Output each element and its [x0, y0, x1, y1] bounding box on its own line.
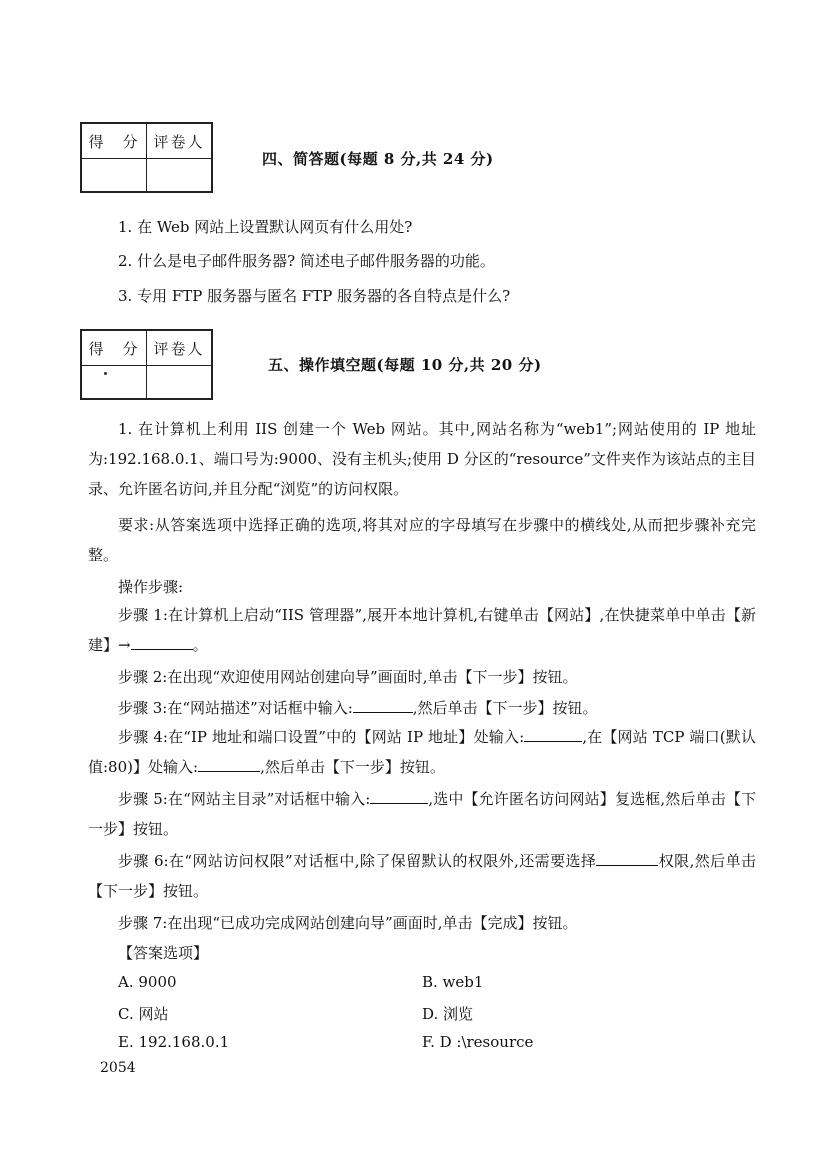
step-5-end: ,选中【允许匿名访问网站】复选框,然后单击【下一步】按钮。	[88, 790, 756, 838]
intro-paragraph: 1. 在计算机上利用 IIS 创建一个 Web 网站。其中,网站名称为“web1”;网站使用的 IP 地址为:192.168.0.1、端口号为:9000、没有主机头;使用 D 分区的“resource”文件夹作为该站点的主目录、允许匿名访问,并且分配“浏览”的访问权限。	[88, 420, 756, 498]
reviewer-cell	[147, 366, 213, 400]
score-table-section4	[80, 122, 213, 193]
step-3	[118, 697, 598, 718]
step-5	[88, 784, 756, 844]
option-d: D. 浏览	[422, 1005, 474, 1023]
question-3: 3. 专用 FTP 服务器与匿名 FTP 服务器的各自特点是什么?	[118, 287, 511, 305]
reviewer-cell	[147, 159, 213, 193]
answer-blank	[370, 789, 428, 804]
step-5-text: 步骤 5:在“网站主目录”对话框中输入:	[118, 790, 371, 808]
step-3-end: ,然后单击【下一步】按钮。	[412, 699, 598, 717]
step-1	[88, 600, 756, 660]
answer-blank	[353, 698, 413, 713]
score-header: 得 分	[81, 330, 147, 366]
score-header: 得 分	[81, 123, 147, 159]
requirement-paragraph: 要求:从答案选项中选择正确的选项,将其对应的字母填写在步骤中的横线处,从而把步骤补充完整。	[88, 516, 756, 564]
reviewer-header: 评卷人	[147, 330, 213, 366]
section4-title: 四、简答题(每题 8 分,共 24 分)	[262, 150, 494, 168]
step-4-text: 步骤 4:在“IP 地址和端口设置”中的【网站 IP 地址】处输入:	[118, 728, 525, 746]
step-4-middle: ,在【网站 TCP 端口(默认值:80)】处输入:	[88, 728, 756, 776]
answer-blank	[131, 635, 193, 650]
question-1: 1. 在 Web 网站上设置默认网页有什么用处?	[118, 218, 413, 236]
steps-label: 操作步骤:	[118, 578, 184, 596]
option-b: B. web1	[422, 973, 484, 991]
option-f: F. D :\resource	[422, 1033, 534, 1051]
option-e: E. 192.168.0.1	[118, 1033, 230, 1051]
step-6-text: 步骤 6:在“网站访问权限”对话框中,除了保留默认的权限外,还需要选择	[118, 852, 597, 870]
stray-dot	[104, 372, 107, 375]
reviewer-header: 评卷人	[147, 123, 213, 159]
step-2: 步骤 2:在出现“欢迎使用网站创建向导”画面时,单击【下一步】按钮。	[118, 668, 578, 686]
section5-title: 五、操作填空题(每题 10 分,共 20 分)	[268, 356, 542, 374]
score-table-section5	[80, 329, 213, 400]
answer-blank	[198, 757, 260, 772]
question-2: 2. 什么是电子邮件服务器? 简述电子邮件服务器的功能。	[118, 252, 495, 270]
option-a: A. 9000	[118, 973, 177, 991]
page-number: 2054	[100, 1060, 136, 1076]
step-1-end: 。	[192, 636, 208, 654]
answer-blank	[596, 851, 658, 866]
score-cell	[81, 159, 147, 193]
step-4-end: ,然后单击【下一步】按钮。	[260, 758, 445, 776]
options-label: 【答案选项】	[118, 944, 209, 962]
step-1-text: 步骤 1:在计算机上启动“IIS 管理器”,展开本地计算机,右键单击【网站】,在快捷菜单中单击【新建】→	[88, 606, 756, 654]
step-6-end: 权限,然后单击【下一步】按钮。	[88, 852, 756, 900]
step-4	[88, 722, 756, 782]
score-cell	[81, 366, 147, 400]
answer-blank	[524, 727, 582, 742]
step-3-text: 步骤 3:在“网站描述”对话框中输入:	[118, 699, 353, 717]
step-7: 步骤 7:在出现“已成功完成网站创建向导”画面时,单击【完成】按钮。	[118, 914, 578, 932]
step-6	[88, 846, 756, 906]
option-c: C. 网站	[118, 1005, 169, 1023]
